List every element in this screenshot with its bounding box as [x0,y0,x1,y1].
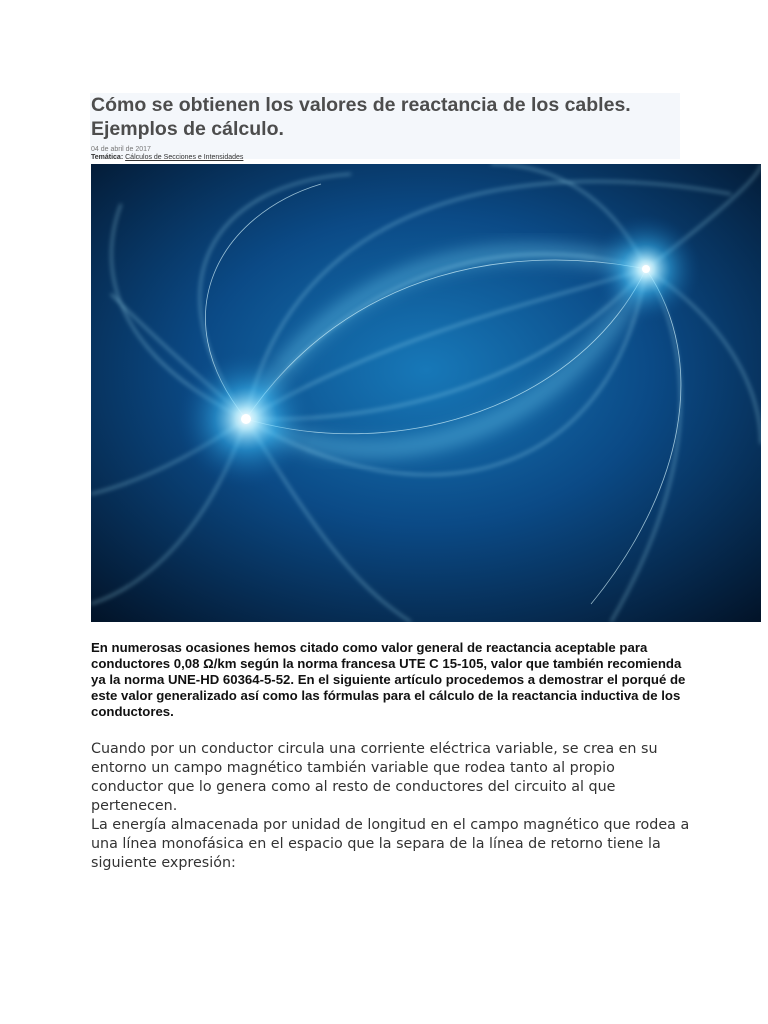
magnetic-field-illustration [91,164,761,622]
article-body [91,740,691,873]
hero-image [91,164,761,622]
article-title: Cómo se obtienen los valores de reactancia de los cables. Ejemplos de cálculo. [91,94,631,140]
article-date: 04 de abril de 2017 [91,146,151,153]
topic-label: Temática: [91,154,124,161]
topic-link[interactable]: Cálculos de Secciones e Intensidades [125,154,244,161]
article-topic [91,154,243,162]
paragraph: La energía almacenada por unidad de longitud en el campo magnético que rodea a una línea monofásica en el espacio que la separa de la línea de retorno tiene la siguiente expresión: [91,817,690,871]
paragraph: Cuando por un conductor circula una corriente eléctrica variable, se crea en su entorno un campo magnético también variable que rodea tanto al propio conductor que lo genera como al resto de conductores del circuito al que pertenecen. [91,741,658,814]
article-lead: En numerosas ocasiones hemos citado como valor general de reactancia aceptable para conductores 0,08 Ω/km según la norma francesa UTE C 15-105, valor que también recomienda ya la norma UNE-HD 60364-5-52. En el siguiente artículo procedemos a demostrar el porqué de este valor generalizado así como las fórmulas para el cálculo de la reactancia inductiva de los conductores. [91,640,686,719]
